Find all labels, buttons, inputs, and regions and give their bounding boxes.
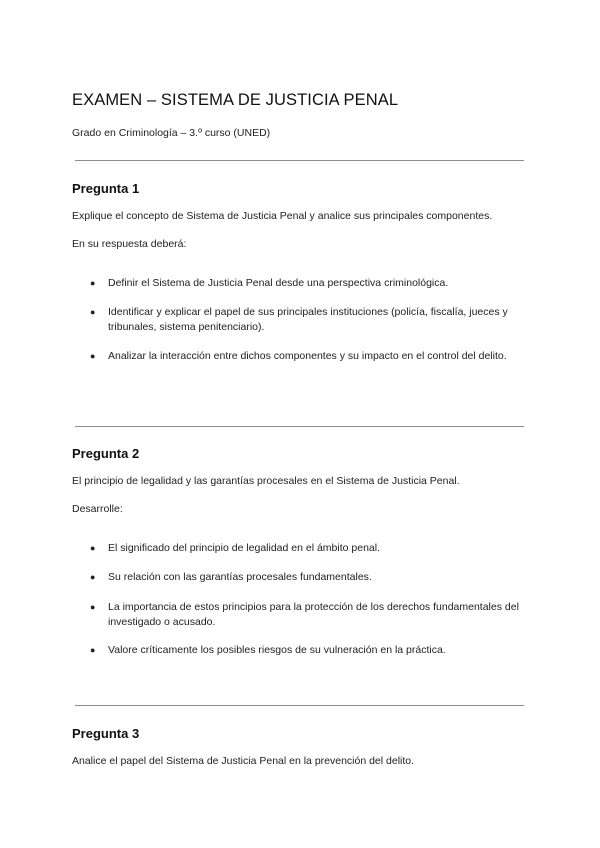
question-2-item-text: Su relación con las garantías procesales fundamentales. (108, 571, 372, 583)
question-3-intro: Analice el papel del Sistema de Justicia Penal en la prevención del delito. (72, 755, 415, 767)
question-1-title: Pregunta 1 (72, 181, 140, 196)
question-2-item (90, 600, 530, 630)
bullet-icon: ● (90, 351, 96, 361)
question-2-item (90, 570, 530, 585)
bullet-icon: ● (90, 572, 96, 582)
question-2-item (90, 541, 530, 556)
question-2-title: Pregunta 2 (72, 446, 140, 461)
bullet-icon: ● (90, 645, 96, 655)
section-divider (75, 426, 524, 427)
question-1-item (90, 305, 530, 335)
question-2-intro: El principio de legalidad y las garantías procesales en el Sistema de Justicia Penal. (72, 475, 460, 487)
question-1-intro: Explique el concepto de Sistema de Justicia Penal y analice sus principales componentes. (72, 210, 493, 222)
question-2-item-text: La importancia de estos principios para la protección de los derechos fundamentales del investigado o acusado. (108, 601, 519, 628)
exam-title: EXAMEN – SISTEMA DE JUSTICIA PENAL (72, 91, 399, 109)
bullet-icon: ● (90, 278, 96, 288)
question-1-item-text: Analizar la interacción entre dichos componentes y su impacto en el control del delito. (108, 350, 507, 362)
question-1-item (90, 349, 530, 364)
question-2-item-text: Valore críticamente los posibles riesgos de su vulneración en la práctica. (108, 644, 446, 656)
question-1-item (90, 276, 530, 291)
section-divider (75, 705, 524, 706)
question-2-item (90, 643, 530, 658)
question-2-item-text: El significado del principio de legalidad en el ámbito penal. (108, 542, 381, 554)
question-1-lead: En su respuesta deberá: (72, 238, 187, 250)
bullet-icon: ● (90, 602, 96, 612)
exam-subtitle: Grado en Criminología – 3.º curso (UNED) (72, 127, 271, 139)
section-divider (75, 160, 524, 161)
question-1-item-text: Identificar y explicar el papel de sus principales instituciones (policía, fiscalía, jueces y tribunales, sistema penitenciario). (108, 306, 508, 333)
bullet-icon: ● (90, 307, 96, 317)
question-3-title: Pregunta 3 (72, 726, 140, 741)
question-2-lead: Desarrolle: (72, 503, 123, 515)
bullet-icon: ● (90, 543, 96, 553)
question-1-item-text: Definir el Sistema de Justicia Penal desde una perspectiva criminológica. (108, 277, 449, 289)
